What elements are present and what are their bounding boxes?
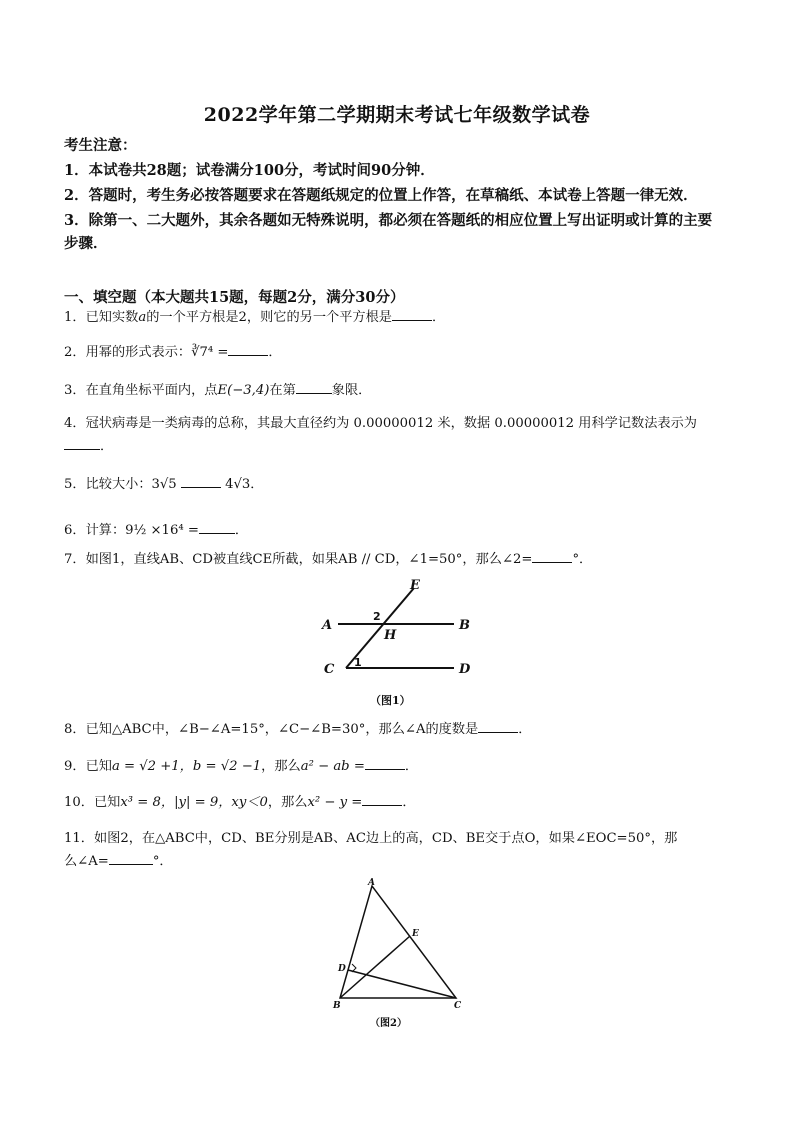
- label-c: C: [454, 1001, 462, 1011]
- label-c: C: [324, 662, 335, 677]
- label-b: B: [459, 618, 470, 633]
- label-angle-1: 1: [354, 656, 362, 669]
- figure-1-caption: （图1）: [370, 694, 411, 707]
- q9-post: ，那么: [261, 759, 301, 774]
- notice-list: [64, 159, 724, 257]
- q5-left: 3√5: [151, 477, 177, 492]
- q11-text: 11．如图2，在△ABC中，CD、BE分别是AB、AC边上的高，CD、BE交于点O，如果∠EOC=50°，那: [64, 831, 678, 846]
- notice-heading: 考生注意：: [64, 137, 137, 154]
- q10-post: ，那么: [267, 795, 308, 810]
- question-4: [64, 413, 724, 458]
- answer-blank: [392, 306, 432, 321]
- section-heading: 一、填空题（本大题共15题，每题2分，满分30分）: [64, 289, 405, 306]
- question-9: [64, 755, 724, 778]
- q1-var: a: [138, 310, 147, 325]
- question-3: [64, 379, 724, 402]
- q4-text: 4．冠状病毒是一类病毒的总称，其最大直径约为 0.00000012 米，数据 0.00000012 用科学记数法表示为: [64, 416, 697, 431]
- answer-blank: [296, 379, 332, 394]
- notice-item: 3．除第一、二大题外，其余各题如无特殊说明，都必须在答题纸的相应位置上写出证明或计算的主要步骤．: [64, 212, 713, 252]
- answer-blank: [64, 435, 100, 450]
- q9-text: 9．已知: [64, 759, 112, 774]
- q9-expr: a = √2 +1，b = √2 −1: [111, 759, 262, 774]
- q3-expr: E(−3,4): [217, 383, 270, 398]
- triangle-abc: [340, 886, 456, 998]
- segment-be: [340, 936, 410, 998]
- question-7: [64, 548, 724, 571]
- figure-2-caption: （图2）: [370, 1018, 407, 1029]
- q5-right: 4√3: [225, 477, 251, 492]
- label-angle-2: 2: [373, 610, 381, 623]
- segment-cd: [348, 970, 456, 998]
- question-11: [64, 828, 724, 873]
- q10-expr2: x² − y =: [307, 795, 363, 810]
- q1-end: ．: [431, 310, 446, 325]
- q3-post: 象限．: [331, 383, 372, 398]
- question-1: [64, 306, 724, 329]
- answer-blank: [181, 473, 221, 488]
- question-5: [64, 473, 724, 496]
- q10-end: ．: [402, 795, 416, 810]
- q7-text: 7．如图1，直线AB、CD被直线CE所截，如果AB // CD，∠1=50°，那么∠2=: [64, 552, 533, 567]
- q8-end: ．: [518, 722, 532, 737]
- q10-text: 10．已知: [64, 795, 121, 810]
- figure-2: [330, 878, 470, 1038]
- label-d: D: [338, 964, 346, 974]
- q6-end: ．: [234, 523, 249, 538]
- label-d: D: [459, 662, 471, 677]
- answer-blank: [478, 718, 518, 733]
- q2-text: 2．用幂的形式表示：: [64, 345, 192, 360]
- q11-text2: 么∠A=: [64, 854, 109, 869]
- answer-blank: [199, 519, 235, 534]
- q5-text: 5．比较大小：: [64, 477, 152, 492]
- q9-expr2: a² − ab =: [300, 759, 365, 774]
- q3-text: 3．在直角坐标平面内，点: [64, 383, 218, 398]
- notice-item: 1．本试卷共28题；试卷满分100分，考试时间90分钟．: [64, 162, 435, 179]
- label-a: A: [322, 618, 333, 633]
- q7-end: °．: [572, 552, 593, 567]
- notice-item: 2．答题时，考生务必按答题要求在答题纸规定的位置上作答，在草稿纸、本试卷上答题一律无效．: [64, 187, 698, 204]
- q4-end: ．: [100, 439, 114, 454]
- question-8: [64, 718, 724, 741]
- answer-blank: [532, 548, 572, 563]
- question-6: [64, 519, 724, 542]
- q1-text: 1．已知实数: [64, 310, 139, 325]
- q3-mid: 在第: [269, 383, 296, 398]
- q2-expr: ∛7⁴ =: [191, 345, 229, 360]
- q8-text: 8．已知△ABC中，∠B−∠A=15°，∠C−∠B=30°，那么∠A的度数是: [64, 722, 479, 737]
- q11-end: °．: [152, 854, 173, 869]
- answer-blank: [362, 791, 402, 806]
- q1-text2: 的一个平方根是2，则它的另一个平方根是: [146, 310, 392, 325]
- answer-blank: [365, 755, 405, 770]
- exam-title: 2022学年第二学期期末考试七年级数学试卷: [203, 104, 591, 126]
- q10-expr: x³ = 8，|y| = 9，xy＜0: [120, 795, 268, 810]
- label-e: E: [412, 929, 419, 939]
- answer-blank: [228, 341, 268, 356]
- q9-end: ．: [404, 759, 419, 774]
- label-b: B: [333, 1001, 341, 1011]
- q5-end: ．: [250, 477, 264, 492]
- q2-end: ．: [268, 345, 282, 360]
- question-2: [64, 341, 724, 364]
- label-a: A: [368, 878, 375, 888]
- figure-1: [318, 578, 478, 708]
- label-h: H: [384, 628, 397, 643]
- label-e: E: [410, 578, 420, 593]
- answer-blank: [109, 850, 153, 865]
- question-10: [64, 791, 724, 814]
- q6-text: 6．计算：: [64, 523, 126, 538]
- q6-expr: 9½ ×16⁴ =: [125, 523, 199, 538]
